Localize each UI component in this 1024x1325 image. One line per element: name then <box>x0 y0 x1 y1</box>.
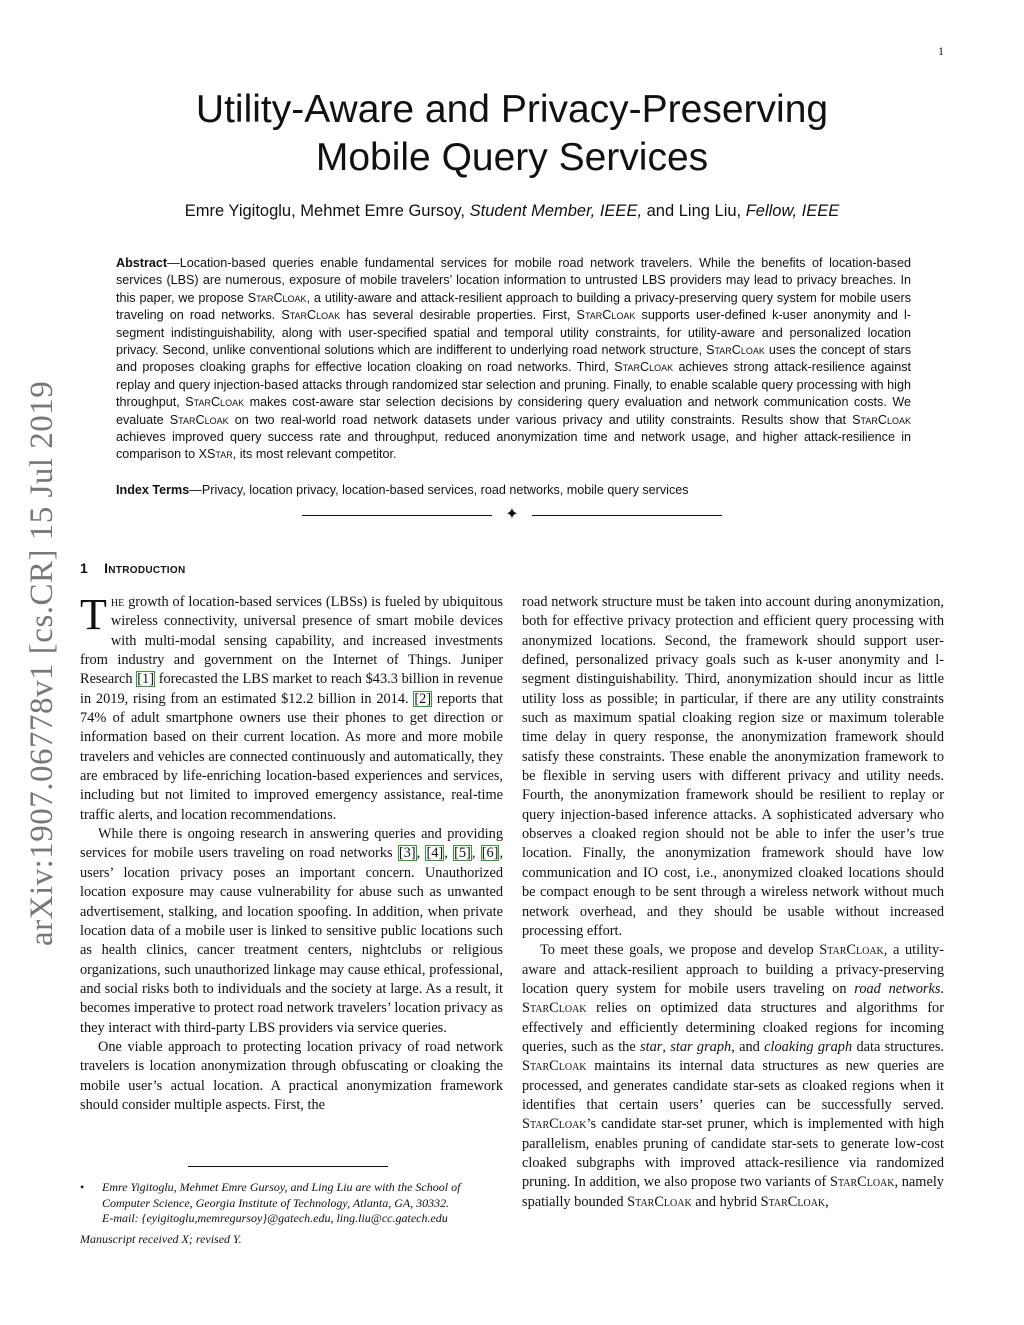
right-column <box>522 593 944 1212</box>
paragraph-text: reports that 74% of adult smartphone owners use their phones to get direction or information based on their current location. As more and more mobile travelers and vehicles are connected continuously and automatically, they are embraced by life-enriching location-based experiences and services, including but not limited to improved emergency assistance, real-time traffic alerts, and location recommendations. <box>80 690 503 823</box>
paragraph-text: forecasted the LBS market to reach $43.3 billion in revenue in 2019, rising from an estimated $12.2 billion in 2014. <box>80 671 503 707</box>
abstract-text: achieves improved query success rate and throughput, reduced anonymization time and network usage, and higher attack-resilience in comparison to <box>116 430 911 462</box>
abstract-label: Abstract <box>116 256 168 270</box>
paragraph-text: , namely spatially bounded <box>522 1174 944 1210</box>
system-name: StarCloak <box>522 1058 587 1075</box>
system-name: StarCloak <box>169 412 229 427</box>
citation-link[interactable]: [2] <box>414 690 432 707</box>
arxiv-watermark: arXiv:1907.06778v1 [cs.CR] 15 Jul 2019 <box>24 380 60 946</box>
divider-line-left <box>302 515 492 516</box>
email-text: E-mail: {eyigitoglu,memregursoy}@gatech.edu, ling.liu@cc.gatech.edu <box>102 1211 448 1226</box>
abstract <box>116 255 911 464</box>
paragraph-text: , <box>825 1193 829 1210</box>
paragraph <box>522 941 944 1212</box>
system-name: StarCloak <box>576 308 636 323</box>
abstract-text: on two real-world road network datasets under various privacy and utility constraints. Results show that <box>228 412 853 427</box>
competitor-name: XStar <box>198 447 233 462</box>
author-names-2: and Ling Liu, <box>646 202 742 220</box>
citation-link[interactable]: [6] <box>481 845 499 862</box>
author-list <box>100 202 924 221</box>
abstract-text: achieves strong attack-resilience against replay and query injection-based attacks through randomized star selection and pruning. Finally, to enable scalable query processing with high throughput, <box>116 360 911 410</box>
paragraph-text: . <box>940 980 944 997</box>
author-role-1: Student Member, IEEE, <box>469 202 643 220</box>
paragraph-text: ’s candidate star-set pruner, which is implemented with high parallelism, enables pruning of candidate star-sets to generate low-cost cloaked subgraphs with improved attack-resilience via randomized pruning. In addition, we also propose two variants of <box>522 1116 944 1191</box>
section-number: 1 <box>80 560 89 576</box>
system-name: StarCloak <box>819 942 884 959</box>
system-name: StarCloak <box>760 1193 826 1210</box>
emphasis: cloaking graph <box>764 1038 853 1055</box>
dropcap: T <box>80 590 107 639</box>
paragraph-text: To meet these goals, we propose and develop <box>540 942 820 959</box>
emphasis: star graph <box>670 1038 732 1055</box>
footnote-text <box>102 1180 503 1227</box>
system-name: StarCloak <box>627 1193 692 1210</box>
page-number: 1 <box>938 44 944 58</box>
section-heading <box>80 560 185 576</box>
paragraph <box>522 593 944 941</box>
abstract-text: supports user-defined k-user anonymity and l-segment indistinguishability, along with user-specified spatial and temporal utility constraints, for utility-aware and personalized location privacy. Second, unlike conventional solutions which are indifferent to underlying road network structure, <box>116 308 911 358</box>
paragraph-text: , users’ location privacy poses an important concern. Unauthorized location exposure may cause vulnerability for abuse such as unwanted advertisement, stalking, and location spoofing. In addition, when private location data of a mobile user is linked to sensitive public locations such as health clinics, cancer treatment centers, nightclubs or religious organizations, such unauthorized linkage may cause ethical, professional, and social risks both to individuals and the society at large. As a result, it becomes imperative to protect road network travelers’ location privacy as they interact with third-party LBS providers via service queries. <box>80 845 504 1036</box>
citation-link[interactable]: [5] <box>454 845 471 862</box>
section-title: Introduction <box>104 560 186 576</box>
paragraph-text: , a utility-aware and attack-resilient approach to building a privacy-preserving location query system for mobile users traveling on <box>522 942 944 997</box>
manuscript-note: Manuscript received X; revised Y. <box>80 1232 242 1246</box>
citation-link[interactable]: [3] <box>398 845 416 862</box>
system-name: StarCloak <box>281 308 341 323</box>
abstract-text: , a utility-aware and attack-resilient approach to building a privacy-preserving query system for mobile users traveling on road networks. <box>116 290 911 323</box>
abstract-text: —Location-based queries enable fundamental services for mobile road network travelers. While the benefits of location-based services (LBS) are numerous, exposure of mobile travelers’ location information to untrusted LBS providers may lead to privacy breaches. In this paper, we propose <box>116 256 911 305</box>
section-divider <box>302 507 722 525</box>
system-name: StarCloak <box>852 412 911 427</box>
citation-link[interactable]: [4] <box>426 845 444 862</box>
title-line-1: Utility-Aware and Privacy-Preserving <box>195 88 829 131</box>
emphasis: star <box>640 1038 663 1055</box>
footnote-rule <box>188 1166 388 1167</box>
paragraph-text: While there is ongoing research in answering queries and providing services for mobile users traveling on road networks <box>80 826 503 862</box>
system-name: StarCloak <box>706 343 765 358</box>
affiliation-text: Emre Yigitoglu, Mehmet Emre Gursoy, and Ling Liu are with the School of Computer Science, Georgia Institute of Technology, Atlanta, GA, 30332. <box>102 1180 461 1210</box>
paragraph-text: maintains its internal data structures as new queries are processed, and generates candidate star-sets as cloaked regions when it identifies that certain users’ queries can be successfully served. <box>522 1058 944 1113</box>
author-names-1: Emre Yigitoglu, Mehmet Emre Gursoy, <box>184 202 466 220</box>
paragraph-text: growth of location-based services (LBSs) is fueled by ubiquitous wireless connectivity, universal presence of smart mobile devices with multi-modal sensing capability, and increased investments from industry and government on the Internet of Things. Juniper Research <box>80 594 503 688</box>
paragraph-text: and hybrid <box>691 1193 761 1210</box>
paragraph-text: road network structure must be taken into account during anonymization, both for effective privacy protection and efficient query processing with anonymized locations. Second, the framework should support user-defined, personalized privacy goals such as k-user anonymity and l-segment distinguishability. Third, anonymization should incur as little utility loss as possible; in particular, if there are any utility constraints such as maximum spatial cloaking region size or maximum tolerable time delay in query response, the anonymization framework should satisfy these constraints. These enable the anonymization framework to be flexible in serving users with different privacy and utility needs. Fourth, the anonymization framework should be resilient to replay or query injection-based inference attacks. A sophisticated adversary who observes a cloaked region should not be able to infer the user’s true location. Finally, the anonymization framework should have low communication and IO cost, i.e., anonymized cloaked locations should be compact enough to be sent through a wireless network without much network overhead, and they should be usable without increased processing effort. <box>522 594 944 939</box>
citation-link[interactable]: [1] <box>137 671 154 688</box>
paragraph: While there is ongoing research in answering queries and providing services for mobile users traveling on road networks [3], [4], [5], [6], users’ location privacy poses an important concern. Unauthorized location exposure may cause vulnerability for abuse such as unwanted advertisement, stalking, and location spoofing. In addition, when private location data of a mobile user is linked to sensitive public locations such as health clinics, cancer treatment centers, nightclubs or religious organizations, such unauthorized linkage may cause ethical, professional, and social risks both to individuals and the society at large. As a result, it becomes imperative to protect road network travelers’ location privacy as they interact with third-party LBS providers via service queries. <box>80 826 504 1036</box>
divider-line-right <box>532 515 722 516</box>
index-terms <box>116 482 911 499</box>
paragraph-text: data structures. <box>852 1038 945 1055</box>
system-name: StarCloak <box>614 360 674 375</box>
system-name: StarCloak <box>829 1174 895 1191</box>
index-terms-label: Index Terms <box>116 483 190 497</box>
divider-star-icon: ✦ <box>505 506 519 523</box>
system-name: StarCloak <box>185 395 245 410</box>
paragraph-text: , <box>662 1038 671 1055</box>
left-column <box>80 590 504 1115</box>
author-role-2: Fellow, IEEE <box>745 202 840 220</box>
system-name: StarCloak <box>522 1000 587 1017</box>
paragraph-text: relies on optimized data structures and algorithms for effectively and efficiently determining cloaked regions for incoming queries, such as the <box>522 1000 944 1055</box>
paragraph-text: , and <box>731 1038 765 1055</box>
title-line-2: Mobile Query Services <box>315 136 709 179</box>
index-terms-text: —Privacy, location privacy, location-based services, road networks, mobile query services <box>189 483 689 497</box>
footnote <box>80 1180 503 1227</box>
abstract-text: uses the concept of stars and proposes cloaking graphs for effective location cloaking on road networks. Third, <box>116 343 911 375</box>
system-name: StarCloak <box>247 290 307 305</box>
paragraph-text: One viable approach to protecting location privacy of road network travelers is location anonymization through obfuscating or cloaking the mobile user’s actual location. A practical anonymization framework should consider multiple aspects. First, the <box>80 1038 503 1113</box>
abstract-text: has several desirable properties. First, <box>340 308 577 323</box>
abstract-text: makes cost-aware star selection decisions by considering query evaluation and network communication costs. We evaluate <box>116 395 912 427</box>
bullet-icon: • <box>80 1180 85 1194</box>
emphasis: road networks <box>854 980 941 997</box>
system-name: StarCloak <box>522 1116 587 1133</box>
paragraph <box>80 590 503 825</box>
paper-title <box>100 86 924 182</box>
paragraph-text: he <box>110 594 125 610</box>
abstract-text: , its most relevant competitor. <box>232 447 397 462</box>
paragraph <box>80 1038 503 1115</box>
